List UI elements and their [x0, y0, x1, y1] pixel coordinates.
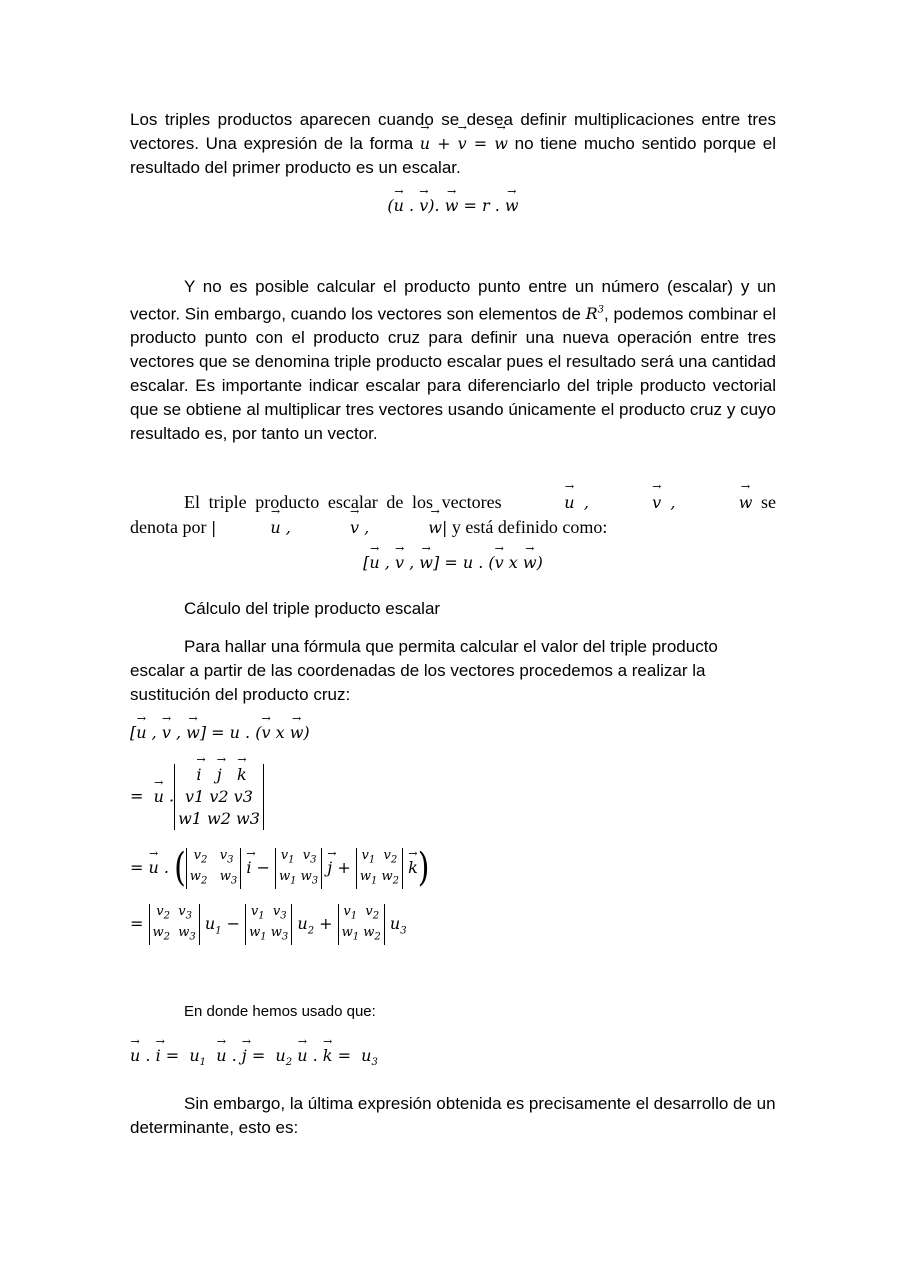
paragraph-definition-mid: se denota por [130, 492, 777, 537]
paragraph-used: En donde hemos usado que: [184, 1003, 376, 1020]
paragraph-intro-text: Los triples productos aparecen cuando se desea definir multiplicaciones entre tres vectores. Una expresión de la forma [130, 110, 776, 153]
paragraph-definition-tail: y está definido como: [451, 517, 608, 537]
paragraph-definition: El triple producto escalar de los vectores → u , → v , → w se denota por |→ u , → v , → w| y está definido como: [130, 490, 776, 540]
paragraph-explanation-text: Y no es posible calcular el producto punto entre un número (escalar) y un vector. Sin embargo, cuando los vectores son elementos de [130, 277, 776, 324]
inline-expression: → u + → v = → w [420, 134, 508, 153]
paragraph-intro [130, 108, 776, 180]
paragraph-definition-text: El triple producto escalar de los vectores [184, 492, 502, 512]
paragraph-explanation-tail: , podemos combinar el producto punto con el producto cruz para definir una nueva operación entre tres vectores que se denomina triple producto escalar pues el resultado será una cantidad escalar. Es importante indicar escalar para diferenciarlo del triple producto vectorial que se obtiene al multiplicar tres vectores usando únicamente el producto cruz y cuyo resultado es, por tanto un vector. [130, 304, 776, 444]
equation-expansion-vectors: = → u . ( $v_2$ $v_3$ $w_2$ $w_3$ → i − $v_1$ $v_3$ $w_1$ $w_3$ → j + $v_1$ $v_2$ $w_1$ $w_2$ → k) [130, 848, 429, 889]
paragraph-formula: Para hallar una fórmula que permita calcular el valor del triple producto escalar a partir de las coordenadas de los vectores procedemos a realizar la sustitución del producto cruz: [130, 637, 718, 704]
paragraph-intro-tail: no tiene mucho sentido porque el resultado del primer producto es un escalar. [130, 134, 776, 177]
r3-symbol: $R^3$ [585, 304, 604, 324]
section-heading: Cálculo del triple producto escalar [184, 599, 441, 618]
equation-determinant-3x3: = → u . → i → j → k v1 v2 v3 w1 w2 w3 [130, 764, 264, 830]
paragraph-conclusion: Sin embargo, la última expresión obtenida es precisamente el desarrollo de un determinante, esto es: [130, 1094, 776, 1137]
paragraph-explanation [130, 275, 776, 446]
equation-triple-definition: [→ u , → v , → w] = u . (→ v x → w) [130, 553, 776, 572]
equation-unit-products: → u . → $i = u_1 \to u$ . → $j = u_2 \to u$ . → $k = u_3$ [130, 1046, 378, 1068]
equation-dot-product: (→ u . → v). → w = r . → w [130, 196, 776, 215]
determinant-3x3: → i → j → k v1 v2 v3 w1 w2 w3 [174, 764, 264, 830]
equation-triple-repeat: [→ u , → v , → w] = u . (→ v x → w) [130, 723, 310, 742]
equation-expansion-components: = $v_2$ $v_3$ $w_2$ $w_3$ $u_1$ − $v_1$ $v_3$ $w_1$ $w_3$ $u_2$ + $v_1$ $v_2$ $w_1$ $w_2$ $u_3$ [130, 904, 407, 945]
